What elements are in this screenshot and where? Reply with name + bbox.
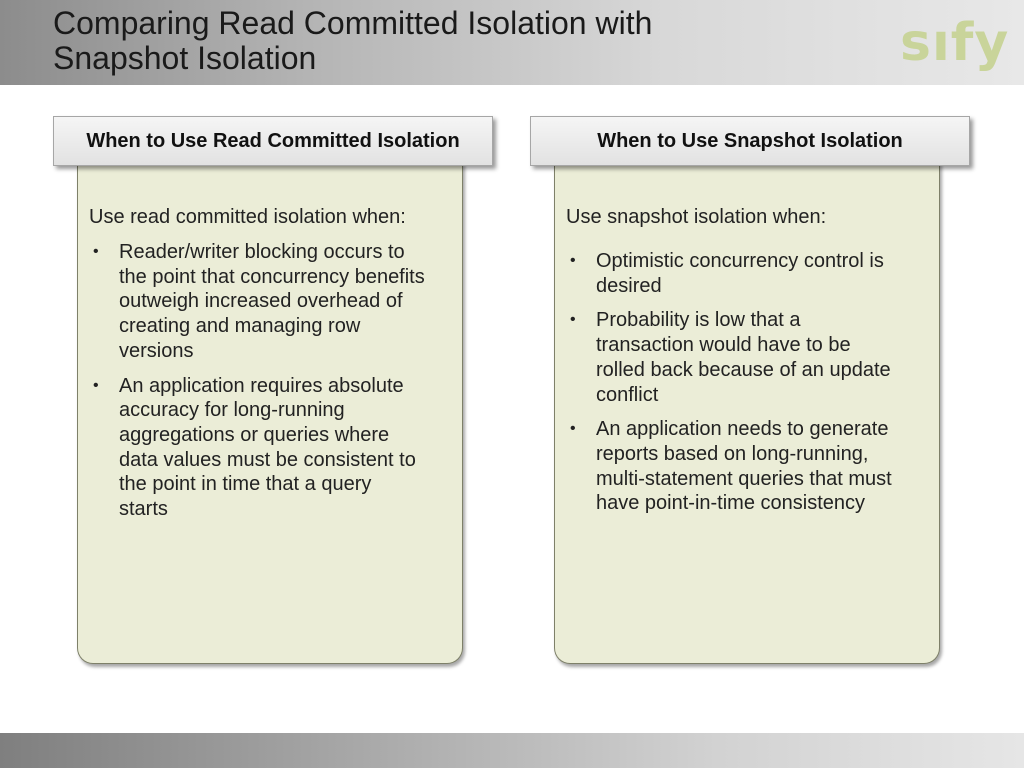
list-item <box>89 374 425 522</box>
bullet-text: Reader/writer blocking occurs to the point that concurrency benefits outweigh increased overhead of creating and managing row versions <box>119 241 425 362</box>
bullet-icon: • <box>93 243 99 260</box>
snapshot-header <box>530 116 970 166</box>
bullet-text: An application needs to generate reports based on long-running, multi-statement queries that must have point-in-time consistency <box>596 418 892 515</box>
slide-title: Comparing Read Committed Isolation with Snapshot Isolation <box>53 5 653 76</box>
snapshot-bullet-list <box>566 249 902 526</box>
bullet-icon: • <box>570 420 576 438</box>
snapshot-header-label: When to Use Snapshot Isolation <box>597 129 903 152</box>
list-item <box>566 417 902 516</box>
read-committed-header <box>53 116 493 166</box>
read-committed-bullet-list <box>89 240 425 532</box>
list-item <box>89 240 425 364</box>
footer-bar <box>0 733 1024 768</box>
bullet-icon: • <box>93 376 99 394</box>
bullet-icon: • <box>570 252 576 269</box>
bullet-icon: • <box>570 311 576 329</box>
bullet-text: An application requires absolute accuracy for long-running aggregations or queries where data values must be consistent to the point in time that a query starts <box>119 374 416 521</box>
bullet-text: Probability is low that a transaction would have to be rolled back because of an update conflict <box>596 309 891 406</box>
snapshot-intro: Use snapshot isolation when: <box>566 206 827 228</box>
read-committed-header-label: When to Use Read Committed Isolation <box>86 129 460 152</box>
list-item <box>566 308 902 407</box>
read-committed-intro: Use read committed isolation when: <box>89 206 406 228</box>
bullet-text: Optimistic concurrency control is desired <box>596 250 884 297</box>
sify-logo <box>900 10 1010 80</box>
list-item <box>566 249 902 298</box>
logo-text: sıfy <box>900 13 1010 73</box>
